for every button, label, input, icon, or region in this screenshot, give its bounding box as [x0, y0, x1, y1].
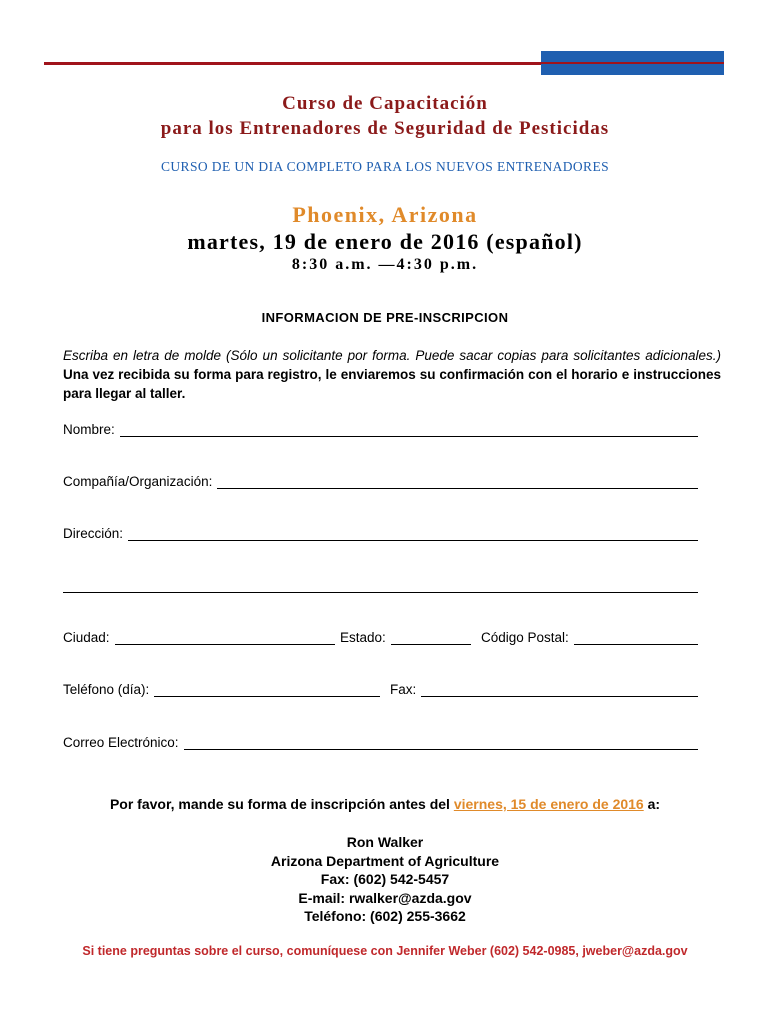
deadline-suffix: a: [647, 796, 661, 812]
form-heading: INFORMACION DE PRE-INSCRIPCION [261, 310, 509, 325]
event-time: 8:30 a.m. —4:30 p.m. [291, 256, 479, 273]
direccion-field [63, 526, 698, 541]
codigo-postal-label: Código Postal: [481, 630, 569, 645]
form-instructions [63, 346, 721, 403]
contact-email: E-mail: rwalker@azda.gov [298, 889, 472, 906]
telefono-field [63, 682, 380, 697]
direccion-line2-field [63, 578, 698, 593]
header-accent-block [541, 51, 724, 75]
header-rule [44, 62, 544, 65]
nombre-label: Nombre: [63, 422, 115, 437]
contact-organization: Arizona Department of Agriculture [270, 852, 500, 869]
ciudad-input-line[interactable] [115, 630, 335, 645]
telefono-label: Teléfono (día): [63, 682, 150, 697]
fax-input-line[interactable] [421, 682, 698, 697]
contact-fax: Fax: (602) 542-5457 [320, 871, 450, 887]
codigo-postal-field [481, 630, 698, 645]
compania-field [63, 474, 698, 489]
compania-input-line[interactable] [217, 474, 698, 489]
estado-field [340, 630, 471, 645]
instructions-bold: Una vez recibida su forma para registro, le enviaremos su confirmación con el horario e instrucciones para llegar al taller. [63, 367, 721, 401]
direccion-line2-input[interactable] [63, 578, 698, 593]
event-city: Phoenix, Arizona [292, 202, 478, 227]
estado-label: Estado: [340, 630, 386, 645]
contact-phone: Teléfono: (602) 255-3662 [304, 908, 466, 924]
fax-label: Fax: [390, 682, 417, 697]
nombre-input-line[interactable] [120, 422, 698, 437]
course-title-line2: para los Entrenadores de Seguridad de Pesticidas [160, 118, 610, 139]
deadline-prefix: Por favor, mande su forma de inscripción antes del [109, 796, 450, 812]
contact-block [0, 833, 770, 926]
ciudad-label: Ciudad: [63, 630, 110, 645]
codigo-postal-input-line[interactable] [574, 630, 698, 645]
deadline-date: viernes, 15 de enero de 2016 [453, 796, 644, 812]
course-subtitle: CURSO DE UN DIA COMPLETO PARA LOS NUEVOS ENTRENADORES [161, 159, 609, 174]
ciudad-field [63, 630, 335, 645]
fax-field [390, 682, 698, 697]
nombre-field [63, 422, 698, 437]
contact-name: Ron Walker [346, 834, 424, 850]
direccion-input-line[interactable] [128, 526, 698, 541]
correo-label: Correo Electrónico: [63, 735, 179, 750]
correo-field [63, 735, 698, 750]
questions-note: Si tiene preguntas sobre el curso, comuníquese con Jennifer Weber (602) 542-0985, jweber@azda.gov [82, 944, 688, 958]
telefono-input-line[interactable] [154, 682, 380, 697]
compania-label: Compañía/Organización: [63, 474, 213, 489]
estado-input-line[interactable] [391, 630, 471, 645]
event-date: martes, 19 de enero de 2016 (español) [187, 229, 583, 254]
course-title-line1: Curso de Capacitación [282, 93, 488, 114]
correo-input-line[interactable] [184, 735, 698, 750]
deadline-text [0, 796, 770, 812]
direccion-label: Dirección: [63, 526, 124, 541]
instructions-italic: Escriba en letra de molde (Sólo un solicitante por forma. Puede sacar copias para solicitantes adicionales.) [63, 348, 721, 363]
